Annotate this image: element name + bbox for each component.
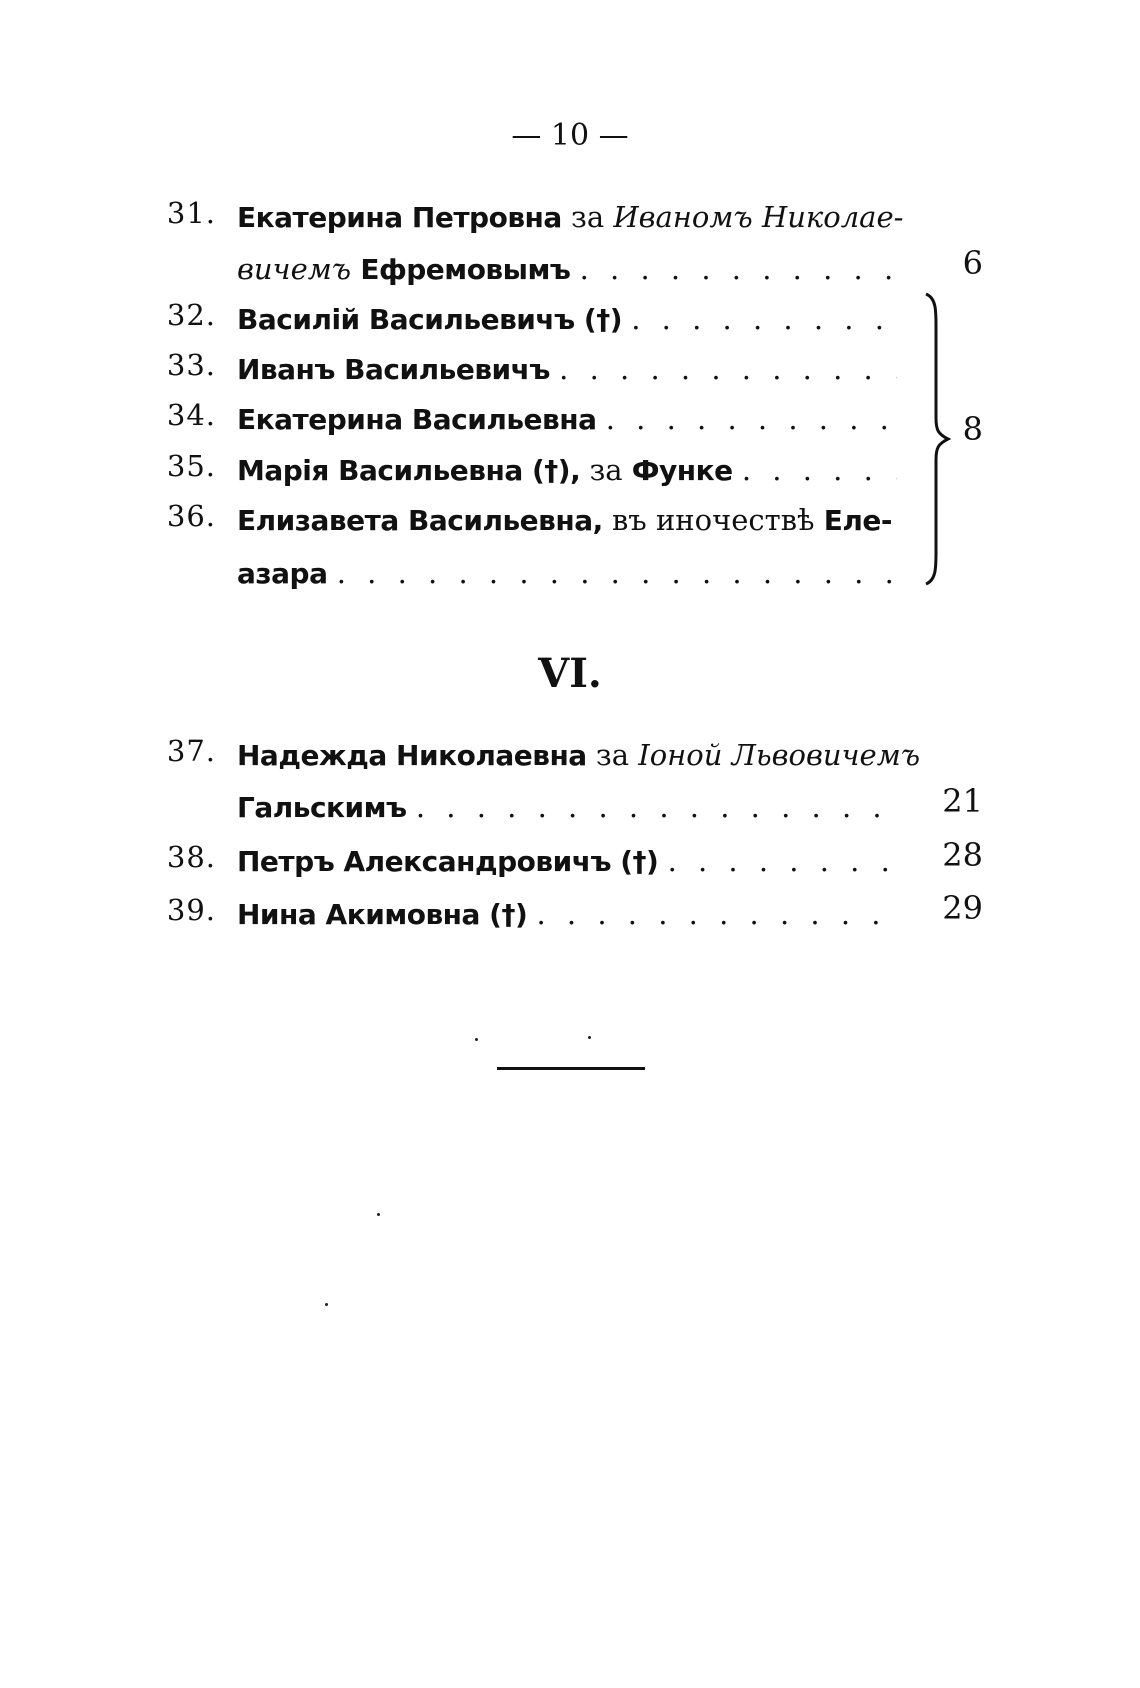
entry-name: Иванъ Васильевичъ (237, 353, 550, 386)
entry-number: 36 . (152, 499, 216, 533)
end-rule (497, 1067, 645, 1070)
entry-name: Марія Васильевна (†), (237, 454, 581, 487)
entry-conjunction: за (571, 200, 605, 234)
page-number: — 10 — (511, 118, 629, 153)
entry-line (237, 394, 897, 444)
entry-surname: Ефремовымъ (360, 253, 571, 286)
page-reference: 6 (962, 244, 983, 282)
section-heading: VI. (538, 650, 602, 697)
entry-spouse: Иваномъ Николае- (613, 200, 904, 234)
entry-name-continued: азара (237, 557, 328, 590)
entry-line-continued (237, 782, 897, 832)
entry-name: Елизавета Васильевна, (237, 504, 603, 537)
entry-name: Екатерина Петровна (237, 201, 562, 234)
entry-line (237, 445, 897, 495)
entry-name-part: Еле- (823, 504, 892, 537)
grouped-page-reference: 8 (962, 410, 983, 448)
entry-spouse: Іоной Львовичемъ (638, 738, 921, 772)
entry-number: 35 . (152, 449, 216, 483)
page-reference: 29 (942, 889, 983, 927)
stray-dot (325, 1303, 328, 1306)
entry-line (237, 344, 897, 394)
entry-line (237, 294, 897, 344)
entry-number: 31 . (152, 196, 216, 230)
entry-line-continued (237, 548, 897, 598)
entry-line (237, 836, 897, 886)
entry-number: 38 . (152, 840, 216, 874)
entry-number: 39 . (152, 893, 216, 927)
entry-spouse-continued: вичемъ (237, 252, 352, 286)
stray-dot (377, 1213, 380, 1216)
entry-name: Петръ Александровичъ (†) (237, 845, 659, 878)
stray-dot (588, 1036, 591, 1039)
entry-number: 37 . (152, 734, 216, 768)
entry-line-continued (237, 244, 897, 294)
entry-line (237, 495, 892, 545)
entry-name: Нина Акимовна (†) (237, 898, 528, 931)
entry-line (237, 192, 903, 242)
entry-conjunction: за (595, 738, 630, 772)
entry-name: Екатерина Васильевна (237, 403, 597, 436)
entry-name: Надежда Николаевна (237, 739, 587, 772)
page-reference: 21 (942, 782, 983, 820)
entry-number: 32 . (152, 298, 216, 332)
page-reference: 28 (942, 836, 983, 874)
entry-number: 33 . (152, 348, 216, 382)
entry-spouse: Функе (631, 454, 733, 487)
entry-note: въ иночествѣ (611, 503, 815, 537)
entry-name: Василій Васильевичъ (†) (237, 303, 623, 336)
stray-dot (475, 1038, 478, 1041)
entry-line (237, 889, 897, 939)
entry-surname: Гальскимъ (237, 791, 407, 824)
entry-number: 34 . (152, 398, 216, 432)
entry-conjunction: за (589, 453, 623, 487)
entry-line (237, 730, 920, 780)
